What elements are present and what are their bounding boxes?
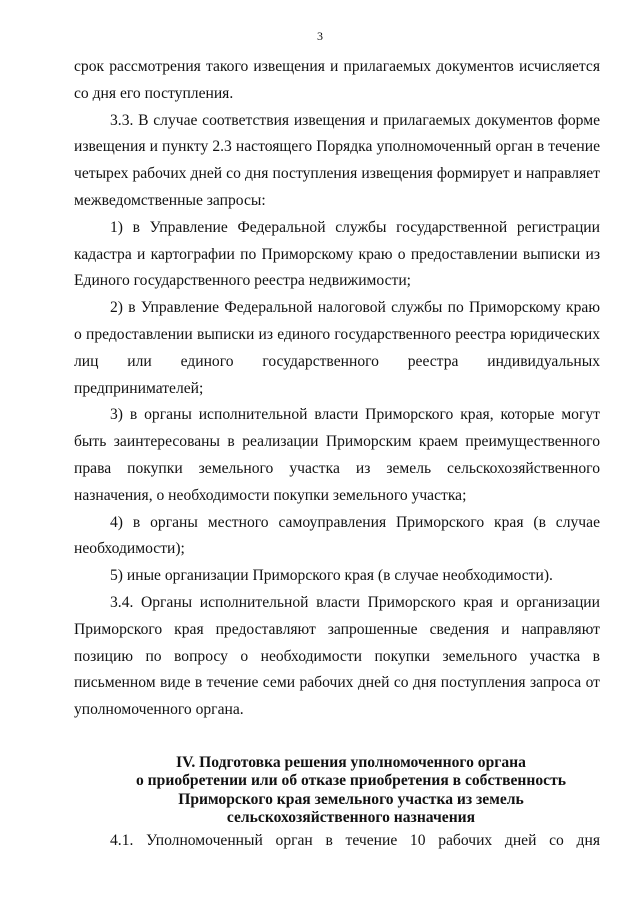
paragraph-3-2-continuation: срок рассмотрения такого извещения и прилагаемых документов исчисляется со дня его поступления. — [74, 58, 600, 102]
list-item-4: 4) в органы местного самоуправления Приморского края (в случае необходимости); — [74, 513, 600, 558]
list-item-5: 5) иные организации Приморского края (в случае необходимости). — [110, 567, 553, 585]
list-item-2: 2) в Управление Федеральной налоговой службы по Приморскому краю о предоставлении выписки из единого государственного реестра юридических лиц или единого государственного реестра индивидуальных предпринимателей; — [74, 299, 600, 397]
section-4-heading-line-3: Приморского края земельного участка из земель — [178, 790, 524, 808]
paragraph-3-4: 3.4. Органы исполнительной власти Приморского края и организации Приморского края предоставляют запрошенные сведения и направляют позицию по вопросу о необходимости покупки земельного участка в письменном виде в течение семи рабочих дней со дня поступления запроса от уполномоченного органа. — [74, 593, 600, 719]
document-body — [74, 54, 600, 854]
list-item-1: 1) в Управление Федеральной службы государственной регистрации кадастра и картографии по Приморскому краю о предоставлении выписки из Единого государственного реестра недвижимости; — [74, 218, 600, 290]
section-4-heading-line-2: о приобретении или об отказе приобретения в собственность — [135, 772, 567, 790]
list-item-3: 3) в органы исполнительной власти Приморского края, которые могут быть заинтересованы в реализации Приморским краем преимущественного права покупки земельного участка из земель сельскохозяйственного назначения, о необходимости покупки земельного участка; — [74, 406, 600, 504]
paragraph-3-3: 3.3. В случае соответствия извещения и прилагаемых документов форме извещения и пункту 2.3 настоящего Порядка уполномоченный орган в течение четырех рабочих дней со дня поступления извещения формирует и направляет межведомственные запросы: — [74, 111, 600, 209]
section-4-heading — [74, 754, 600, 828]
section-4-heading-line-4: сельскохозяйственного назначения — [226, 809, 476, 827]
paragraph-4-1: 4.1. Уполномоченный орган в течение 10 рабочих дней со дня — [110, 831, 600, 849]
section-4-heading-line-1: IV. Подготовка решения уполномоченного органа — [176, 753, 526, 771]
page-number: 3 — [317, 29, 323, 43]
